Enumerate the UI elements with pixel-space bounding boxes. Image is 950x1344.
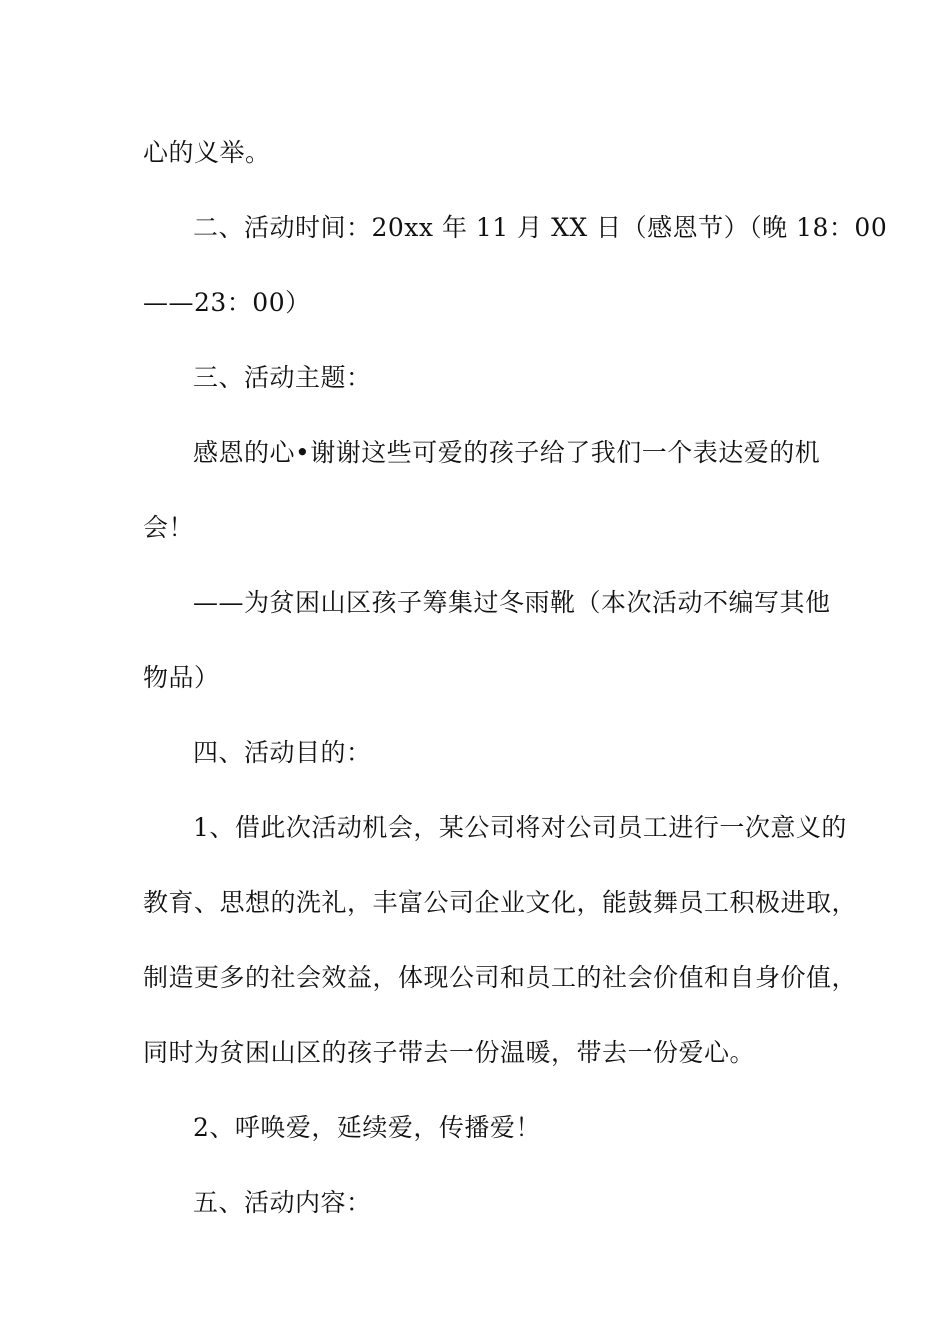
text-line: 物品） <box>143 663 220 692</box>
text-line: 感恩的心•谢谢这些可爱的孩子给了我们一个表达爱的机 <box>193 438 821 467</box>
text-line: ——为贫困山区孩子筹集过冬雨靴（本次活动不编写其他 <box>193 588 831 617</box>
text-line: 教育、思想的洗礼，丰富公司企业文化，能鼓舞员工积极进取， <box>143 888 858 917</box>
text-line: 2、呼唤爱，延续爱，传播爱！ <box>193 1113 541 1142</box>
section-heading-purpose: 四、活动目的： <box>193 738 372 767</box>
text-line: ——23：00） <box>143 288 311 317</box>
section-heading-time: 二、活动时间：20xx 年 11 月 XX 日（感恩节）（晚 18：00 <box>193 213 888 242</box>
text-line: 同时为贫困山区的孩子带去一份温暖，带去一份爱心。 <box>143 1038 756 1067</box>
section-heading-content: 五、活动内容： <box>193 1188 372 1217</box>
text-line: 心的义举。 <box>143 138 271 167</box>
text-line: 会！ <box>143 513 195 542</box>
text-line: 制造更多的社会效益，体现公司和员工的社会价值和自身价值， <box>143 963 858 992</box>
section-heading-theme: 三、活动主题： <box>193 363 372 392</box>
text-line: 1、借此次活动机会，某公司将对公司员工进行一次意义的 <box>193 813 847 842</box>
